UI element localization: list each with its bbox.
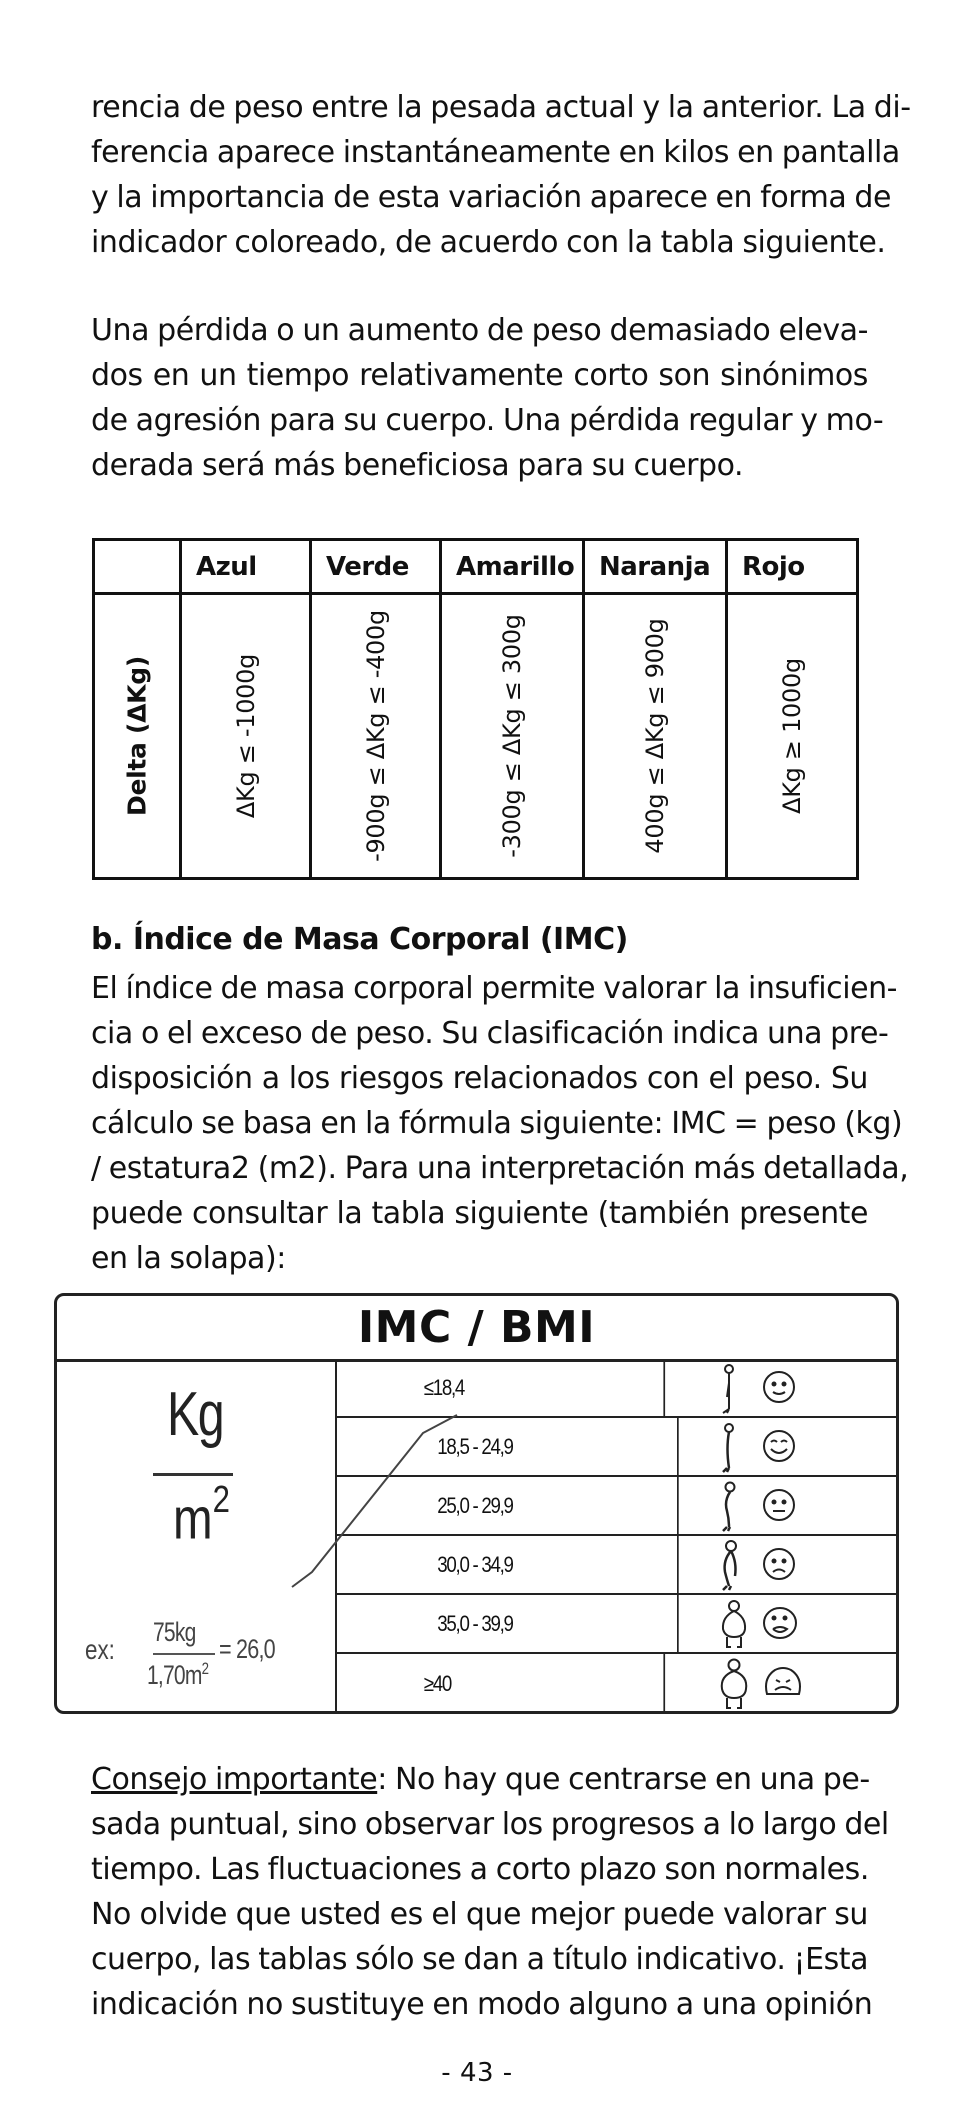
text-line: cálculo se basa en la fórmula siguiente: IMC = peso (kg) xyxy=(91,1106,903,1141)
text-line: indicador coloreado, de acuerdo con la tabla siguiente. xyxy=(91,225,886,260)
range-verde: -900g ≤ ΔKg ≤ -400g xyxy=(361,610,390,862)
smiling-face-icon xyxy=(761,1428,797,1464)
formula-denominator-base: m xyxy=(173,1486,213,1552)
imc-range-rows xyxy=(337,1359,899,1714)
thin-person-icon xyxy=(717,1363,741,1415)
paragraph-imc-description xyxy=(91,966,909,1281)
text-line: cuerpo, las tablas sólo se dan a título indicativo. ¡Esta xyxy=(91,1942,869,1977)
imc-row-overweight xyxy=(337,1477,899,1536)
text-line: No olvide que usted es el que mejor puede valorar su xyxy=(91,1897,868,1932)
imc-icons-cell xyxy=(621,1654,899,1714)
imc-row-obesity-3 xyxy=(337,1654,899,1714)
text-line xyxy=(91,1757,868,1802)
example-denominator-exponent: 2 xyxy=(201,1659,209,1678)
text-line: tiempo. Las fluctuaciones a corto plazo son normales. xyxy=(91,1852,869,1887)
text-line: El índice de masa corporal permite valorar la insuficien- xyxy=(91,971,898,1006)
paragraph-weight-variation xyxy=(91,308,884,488)
text-line: disposición a los riesgos relacionados con el peso. Su xyxy=(91,1061,868,1096)
range-naranja: 400g ≤ ΔKg ≤ 900g xyxy=(641,618,669,854)
imc-icons-cell xyxy=(621,1595,899,1652)
text-line: y la importancia de esta variación aparece en forma de xyxy=(91,180,891,215)
text-fragment: : No hay que centrarse en una pe- xyxy=(377,1762,870,1797)
very-obese-person-icon xyxy=(717,1599,751,1651)
row-label-cell xyxy=(94,594,181,879)
text-line: indicación no sustituye en modo alguno a una opinión xyxy=(91,1987,873,2022)
normal-person-icon xyxy=(717,1422,741,1474)
formula-denominator xyxy=(173,1479,230,1552)
example-result: = 26,0 xyxy=(219,1634,275,1664)
imc-row-obesity-2 xyxy=(337,1595,899,1654)
formula-fraction-line xyxy=(153,1473,233,1476)
column-header-verde: Verde xyxy=(311,540,441,594)
imc-range-label: 18,5 - 24,9 xyxy=(337,1418,679,1475)
delta-color-table xyxy=(92,538,859,880)
text-line: rencia de peso entre la pesada actual y la anterior. La di- xyxy=(91,90,911,125)
paragraph-weight-difference xyxy=(91,85,911,265)
example-denominator-base: 1,70m xyxy=(147,1660,202,1690)
imc-range-label: ≤18,4 xyxy=(337,1359,665,1416)
column-header-naranja: Naranja xyxy=(584,540,727,594)
morbidly-obese-person-icon xyxy=(717,1658,751,1712)
text-line: ferencia aparece instantáneamente en kilos en pantalla xyxy=(91,135,900,170)
imc-row-obesity-1 xyxy=(337,1536,899,1595)
distressed-face-icon xyxy=(761,1664,805,1702)
range-amarillo: -300g ≤ ΔKg ≤ 300g xyxy=(498,614,526,858)
formula-exponent: 2 xyxy=(212,1479,230,1521)
example-prefix: ex: xyxy=(85,1634,115,1665)
table-cell xyxy=(441,594,584,879)
text-line: / estatura2 (m2). Para una interpretación más detallada, xyxy=(91,1151,909,1186)
imc-formula-panel xyxy=(57,1359,337,1714)
text-line: cia o el exceso de peso. Su clasificación indica una pre- xyxy=(91,1016,889,1051)
important-advice-label: Consejo importante xyxy=(91,1762,378,1797)
text-line: dos en un tiempo relativamente corto son sinónimos xyxy=(91,358,868,393)
imc-range-label: 30,0 - 34,9 xyxy=(337,1536,679,1593)
imc-icons-cell xyxy=(621,1418,899,1475)
neutral-face-icon xyxy=(761,1487,797,1523)
column-header-amarillo: Amarillo xyxy=(441,540,584,594)
section-heading-imc: b. Índice de Masa Corporal (IMC) xyxy=(91,922,628,957)
worried-face-icon xyxy=(761,1605,799,1641)
table-cell xyxy=(584,594,727,879)
imc-icons-cell xyxy=(621,1477,899,1534)
face-icon xyxy=(761,1369,797,1405)
imc-range-label: 35,0 - 39,9 xyxy=(337,1595,679,1652)
obese-person-icon xyxy=(717,1540,745,1592)
table-cell xyxy=(311,594,441,879)
example-denominator xyxy=(147,1659,208,1691)
page-number: - 43 - xyxy=(441,2058,513,2088)
table-cell xyxy=(727,594,858,879)
text-line: de agresión para su cuerpo. Una pérdida regular y mo- xyxy=(91,403,884,438)
imc-bmi-figure xyxy=(54,1293,899,1714)
example-fraction-line xyxy=(153,1653,215,1655)
text-line: derada será más beneficiosa para su cuerpo. xyxy=(91,448,744,483)
imc-icons-cell xyxy=(621,1359,899,1416)
column-header-rojo: Rojo xyxy=(727,540,858,594)
empty-corner-cell xyxy=(94,540,181,594)
imc-row-normal xyxy=(337,1418,899,1477)
imc-range-label: 25,0 - 29,9 xyxy=(337,1477,679,1534)
table-row xyxy=(94,594,858,879)
imc-row-underweight xyxy=(337,1359,899,1418)
table-cell xyxy=(181,594,311,879)
table-header-row xyxy=(94,540,858,594)
paragraph-important-advice xyxy=(91,1757,889,2027)
imc-range-label: ≥40 xyxy=(337,1654,665,1714)
range-azul: ΔKg ≤ -1000g xyxy=(231,653,260,819)
text-line: Una pérdida o un aumento de peso demasiado eleva- xyxy=(91,313,868,348)
imc-icons-cell xyxy=(621,1536,899,1593)
text-line: puede consultar la tabla siguiente (también presente xyxy=(91,1196,868,1231)
range-rojo: ΔKg ≥ 1000g xyxy=(778,658,806,814)
column-header-azul: Azul xyxy=(181,540,311,594)
formula-numerator: Kg xyxy=(167,1380,224,1449)
imc-figure-title: IMC / BMI xyxy=(57,1296,896,1362)
row-label-delta: Delta (ΔKg) xyxy=(122,656,152,816)
text-line: en la solapa): xyxy=(91,1241,286,1276)
overweight-person-icon xyxy=(717,1481,743,1533)
text-line: sada puntual, sino observar los progresos a lo largo del xyxy=(91,1807,889,1842)
example-numerator: 75kg xyxy=(153,1617,196,1647)
sad-face-icon xyxy=(761,1546,797,1582)
